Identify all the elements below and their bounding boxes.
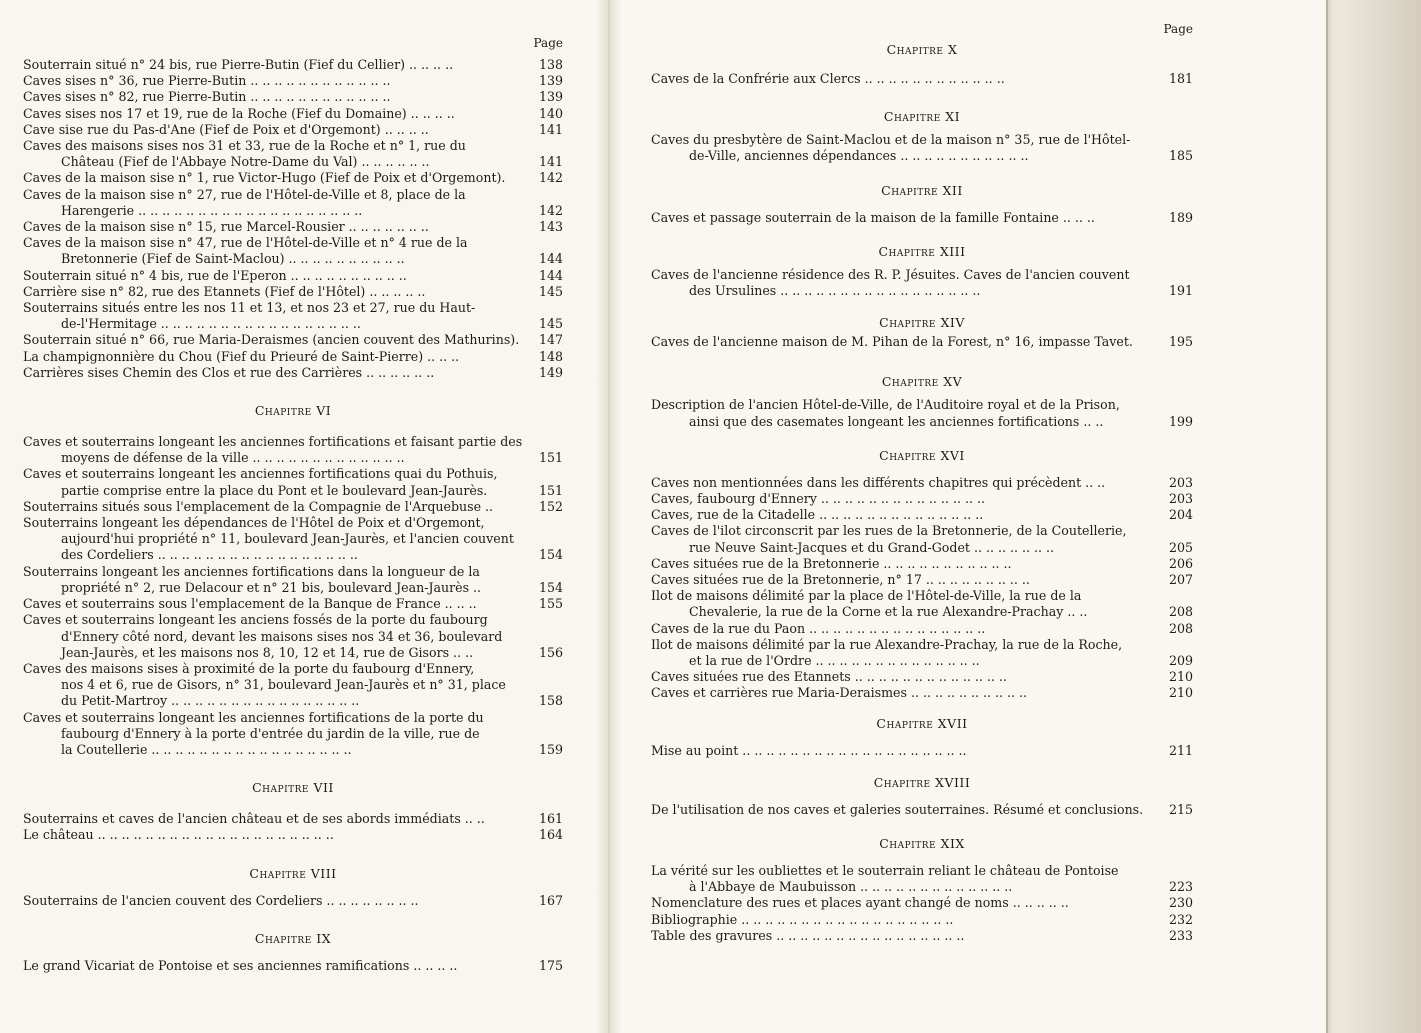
toc-entry-line: Caves situées rue des Etannets .. .. .. .. .. .. .. .. .. .. .. .. .. bbox=[651, 669, 1007, 685]
chapter-number: VI bbox=[316, 403, 332, 419]
chapter-heading bbox=[651, 42, 1193, 57]
toc-entry-line: Caves sises n° 82, rue Pierre-Butin .. .. .. .. .. .. .. .. .. .. .. .. bbox=[23, 89, 391, 105]
chapter-word: Chapitre bbox=[873, 774, 931, 790]
toc-page-number: 195 bbox=[1168, 334, 1193, 350]
chapter-heading bbox=[23, 780, 563, 795]
chapter-heading bbox=[651, 775, 1193, 790]
toc-entry-text bbox=[651, 397, 1153, 429]
toc-entry-line: Caves sises n° 36, rue Pierre-Butin .. .. .. .. .. .. .. .. .. .. .. .. bbox=[23, 73, 391, 89]
toc-entry-line: du Petit-Martroy .. .. .. .. .. .. .. .. .. .. .. .. .. .. .. .. bbox=[61, 693, 360, 709]
toc-block bbox=[23, 57, 563, 381]
toc-entry bbox=[651, 475, 1193, 491]
toc-page-number: 164 bbox=[538, 827, 563, 843]
toc-entry-text bbox=[651, 743, 1153, 759]
chapter-heading bbox=[651, 836, 1193, 851]
chapter-heading bbox=[23, 931, 563, 946]
chapter-word: Chapitre bbox=[879, 836, 937, 852]
toc-entry bbox=[651, 588, 1193, 620]
toc-entry bbox=[23, 57, 563, 73]
chapter-heading bbox=[651, 109, 1193, 124]
toc-entry-line: Souterrains longeant les dépendances de l'Hôtel de Poix et d'Orgemont, bbox=[23, 515, 485, 531]
toc-entry bbox=[23, 515, 563, 564]
toc-page-number: 144 bbox=[538, 267, 563, 283]
toc-page-number: 204 bbox=[1168, 507, 1193, 523]
toc-entry-text bbox=[23, 268, 523, 284]
toc-entry-text bbox=[651, 895, 1153, 911]
toc-entry bbox=[23, 268, 563, 284]
toc-entry-line: Table des gravures .. .. .. .. .. .. .. .. .. .. .. .. .. .. .. .. bbox=[651, 927, 965, 943]
toc-entry-line: Caves de la maison sise n° 15, rue Marcel-Rousier .. .. .. .. .. .. .. bbox=[23, 219, 429, 235]
toc-page-number: 185 bbox=[1168, 148, 1193, 164]
toc-page-number: 189 bbox=[1168, 209, 1193, 225]
toc-entry bbox=[23, 73, 563, 89]
toc-entry-text bbox=[23, 710, 523, 759]
page-column-label: Page bbox=[533, 36, 563, 50]
toc-entry-text bbox=[23, 515, 523, 564]
chapter-heading bbox=[651, 183, 1193, 198]
toc-entry bbox=[651, 334, 1193, 350]
toc-entry bbox=[651, 556, 1193, 572]
toc-entry-line: Harengerie .. .. .. .. .. .. .. .. .. .. .. .. .. .. .. .. .. .. .. bbox=[61, 202, 363, 218]
toc-entry-text bbox=[23, 138, 523, 170]
toc-page-number: 209 bbox=[1168, 653, 1193, 669]
toc-entry-line: d'Ennery côté nord, devant les maisons sises nos 34 et 36, boulevard bbox=[61, 628, 503, 644]
right-toc-column bbox=[651, 22, 1193, 944]
toc-entry-text bbox=[23, 187, 523, 219]
chapter-word: Chapitre bbox=[249, 865, 307, 881]
toc-entry-line: La champignonnière du Chou (Fief du Prieuré de Saint-Pierre) .. .. .. bbox=[23, 348, 460, 364]
toc-entry-line: Le grand Vicariat de Pontoise et ses anciennes ramifications .. .. .. .. bbox=[23, 957, 458, 973]
toc-page-number: 142 bbox=[538, 170, 563, 186]
toc-page-number: 205 bbox=[1168, 539, 1193, 555]
toc-page-number: 210 bbox=[1168, 685, 1193, 701]
toc-entry bbox=[651, 507, 1193, 523]
toc-page-number: 145 bbox=[538, 283, 563, 299]
toc-entry-text bbox=[23, 219, 523, 235]
toc-entry-text bbox=[23, 612, 523, 661]
toc-page-number: 199 bbox=[1168, 413, 1193, 429]
toc-entry-text bbox=[651, 132, 1153, 164]
toc-entry-text bbox=[651, 507, 1153, 523]
toc-entry-text bbox=[651, 802, 1153, 818]
toc-entry-text bbox=[651, 863, 1153, 895]
toc-entry-line: Caves de la maison sise n° 1, rue Victor-Hugo (Fief de Poix et d'Orgemont). bbox=[23, 170, 506, 186]
toc-page-number: 181 bbox=[1168, 71, 1193, 86]
toc-page-number: 151 bbox=[538, 450, 563, 466]
toc-entry-text bbox=[651, 637, 1153, 669]
toc-page-number: 144 bbox=[538, 251, 563, 267]
toc-entry-line: Caves et souterrains longeant les anciens fossés de la porte du faubourg bbox=[23, 612, 488, 628]
chapter-word: Chapitre bbox=[878, 243, 936, 259]
chapter-word: Chapitre bbox=[879, 447, 936, 463]
toc-entry bbox=[651, 210, 1193, 226]
toc-entry-line: Caves des maisons sises à proximité de la porte du faubourg d'Ennery, bbox=[23, 660, 475, 676]
toc-entry-text bbox=[23, 434, 523, 466]
toc-page-number: 203 bbox=[1168, 474, 1193, 490]
toc-page-number: 211 bbox=[1168, 742, 1193, 758]
toc-entry-line: Caves et souterrains longeant les anciennes fortifications quai du Pothuis, bbox=[23, 466, 498, 482]
chapter-number: XIX bbox=[940, 836, 965, 852]
toc-entry-line: Caves des maisons sises nos 31 et 33, rue de la Roche et n° 1, rue du bbox=[23, 138, 466, 154]
toc-entry-line: propriété n° 2, rue Delacour et n° 21 bis, boulevard Jean-Jaurès .. bbox=[61, 579, 482, 595]
toc-entry-line: Bibliographie .. .. .. .. .. .. .. .. .. .. .. .. .. .. .. .. .. .. bbox=[651, 911, 954, 927]
chapter-heading bbox=[651, 374, 1193, 389]
toc-entry-text bbox=[23, 564, 523, 596]
toc-page-number: 154 bbox=[538, 547, 563, 563]
toc-entry-line: Caves situées rue de la Bretonnerie .. .. .. .. .. .. .. .. .. .. .. bbox=[651, 555, 1012, 571]
chapter-number: XVII bbox=[937, 715, 968, 731]
chapter-heading bbox=[23, 866, 563, 881]
chapter-number: XI bbox=[945, 109, 961, 125]
toc-entry-text bbox=[23, 893, 523, 909]
toc-entry bbox=[23, 596, 563, 612]
toc-page-number: 158 bbox=[538, 693, 563, 709]
toc-entry-text bbox=[651, 491, 1153, 507]
chapter-word: Chapitre bbox=[254, 930, 312, 946]
toc-entry-line: Caves, rue de la Citadelle .. .. .. .. .. .. .. .. .. .. .. .. .. .. bbox=[651, 507, 984, 523]
toc-entry-line: Caves, faubourg d'Ennery .. .. .. .. .. .. .. .. .. .. .. .. .. .. bbox=[651, 491, 985, 507]
toc-page-number: 154 bbox=[538, 579, 563, 595]
toc-entry-text bbox=[651, 912, 1153, 928]
toc-entry-text bbox=[23, 365, 523, 381]
toc-entry-text bbox=[651, 475, 1153, 491]
toc-page-number: 215 bbox=[1168, 801, 1193, 817]
toc-entry bbox=[23, 466, 563, 498]
toc-entry-text bbox=[23, 661, 523, 710]
toc-page-number: 191 bbox=[1168, 283, 1193, 299]
toc-entry-line: Souterrains de l'ancien couvent des Cordeliers .. .. .. .. .. .. .. .. bbox=[23, 892, 419, 908]
toc-entry-line: De l'utilisation de nos caves et galeries souterraines. Résumé et conclusions. bbox=[651, 801, 1144, 817]
toc-entry-text bbox=[651, 267, 1153, 299]
toc-entry-line: Caves sises nos 17 et 19, rue de la Roche (Fief du Domaine) .. .. .. .. bbox=[23, 105, 455, 121]
toc-entry-line: moyens de défense de la ville .. .. .. .. .. .. .. .. .. .. .. .. .. bbox=[61, 450, 405, 466]
toc-entry-line: Souterrains et caves de l'ancien château et de ses abords immédiats .. .. bbox=[23, 811, 485, 827]
toc-entry-text bbox=[23, 106, 523, 122]
toc-entry-line: Château (Fief de l'Abbaye Notre-Dame du Val) .. .. .. .. .. .. bbox=[61, 154, 430, 170]
toc-entry bbox=[651, 523, 1193, 555]
toc-entry-text bbox=[23, 73, 523, 89]
toc-page-number: 148 bbox=[538, 348, 563, 364]
toc-entry-line: Caves et carrières rue Maria-Deraismes .. .. .. .. .. .. .. .. .. .. bbox=[651, 685, 1028, 701]
toc-entry bbox=[23, 284, 563, 300]
toc-entry bbox=[23, 661, 563, 710]
toc-entry bbox=[23, 89, 563, 105]
toc-entry bbox=[23, 499, 563, 515]
toc-entry bbox=[651, 132, 1193, 164]
toc-entry-text bbox=[23, 958, 523, 974]
toc-entry-line: Bretonnerie (Fief de Saint-Maclou) .. .. .. .. .. .. .. .. .. .. bbox=[61, 251, 405, 267]
toc-entry bbox=[651, 928, 1193, 944]
chapter-heading bbox=[651, 448, 1193, 463]
toc-entry-line: Chevalerie, la rue de la Corne et la rue Alexandre-Prachay .. .. bbox=[689, 604, 1088, 620]
chapter-word: Chapitre bbox=[886, 42, 944, 57]
toc-entry-line: ainsi que des casemates longeant les anciennes fortifications .. .. bbox=[689, 413, 1104, 429]
toc-page-number: 155 bbox=[538, 596, 563, 612]
toc-page-number: 151 bbox=[538, 482, 563, 498]
chapter-number: XVIII bbox=[935, 774, 971, 790]
toc-entry-line: Nomenclature des rues et places ayant changé de noms .. .. .. .. .. bbox=[651, 895, 1069, 911]
toc-page-number: 156 bbox=[538, 644, 563, 660]
toc-entry-text bbox=[651, 523, 1153, 555]
toc-entry-line: la Coutellerie .. .. .. .. .. .. .. .. .. .. .. .. .. .. .. .. .. bbox=[61, 741, 352, 757]
toc-entry bbox=[23, 332, 563, 348]
toc-page-number: 139 bbox=[538, 73, 563, 89]
toc-entry-line: Caves et passage souterrain de la maison de la famille Fontaine .. .. .. bbox=[651, 209, 1095, 225]
toc-entry-line: Caves de l'ancienne maison de M. Pihan de la Forest, n° 16, impasse Tavet. bbox=[651, 334, 1133, 350]
toc-entry bbox=[651, 267, 1193, 299]
toc-page-number: 141 bbox=[538, 154, 563, 170]
toc-entry-text bbox=[651, 334, 1153, 350]
chapter-number: IX bbox=[316, 930, 332, 946]
toc-entry-text bbox=[651, 588, 1153, 620]
toc-entry-line: Caves de la maison sise n° 47, rue de l'Hôtel-de-Ville et n° 4 rue de la bbox=[23, 235, 468, 251]
book-gutter bbox=[596, 0, 622, 1033]
toc-entry-line: Caves situées rue de la Bretonnerie, n° 17 .. .. .. .. .. .. .. .. .. bbox=[651, 572, 1030, 588]
toc-entry bbox=[651, 491, 1193, 507]
chapter-word: Chapitre bbox=[252, 780, 309, 796]
toc-entry-line: La vérité sur les oubliettes et le souterrain reliant le château de Pontoise bbox=[651, 863, 1119, 879]
toc-entry-text bbox=[23, 89, 523, 105]
toc-page-number: 145 bbox=[538, 316, 563, 332]
toc-entry-text bbox=[23, 499, 523, 515]
toc-entry-text bbox=[651, 556, 1153, 572]
toc-page-number: 140 bbox=[538, 105, 563, 121]
toc-entry bbox=[23, 564, 563, 596]
toc-entry-line: Caves et souterrains longeant les anciennes fortifications de la porte du bbox=[23, 709, 484, 725]
toc-entry-text bbox=[651, 669, 1153, 685]
toc-page-number: 142 bbox=[538, 202, 563, 218]
chapter-number: XII bbox=[942, 182, 963, 198]
toc-entry-text bbox=[23, 349, 523, 365]
toc-entry bbox=[651, 895, 1193, 911]
toc-page-number: 223 bbox=[1168, 879, 1193, 895]
toc-entry-text bbox=[23, 170, 523, 186]
toc-entry bbox=[651, 802, 1193, 818]
toc-page-number: 175 bbox=[538, 957, 563, 973]
chapter-heading bbox=[651, 315, 1193, 330]
toc-entry-text bbox=[23, 57, 523, 73]
toc-entry-line: faubourg d'Ennery à la porte d'entrée du jardin de la ville, rue de bbox=[61, 725, 480, 741]
toc-page-number: 208 bbox=[1168, 620, 1193, 636]
toc-entry bbox=[651, 912, 1193, 928]
toc-entry-line: de-Ville, anciennes dépendances .. .. .. .. .. .. .. .. .. .. .. bbox=[689, 148, 1029, 164]
toc-page-number: 152 bbox=[538, 498, 563, 514]
toc-entry bbox=[651, 572, 1193, 588]
toc-entry-text bbox=[23, 235, 523, 267]
toc-page-number: 159 bbox=[538, 741, 563, 757]
toc-entry-text bbox=[23, 122, 523, 138]
toc-entry-text bbox=[651, 621, 1153, 637]
toc-entry bbox=[23, 219, 563, 235]
chapter-word: Chapitre bbox=[879, 315, 936, 331]
toc-entry-line: Cave sise rue du Pas-d'Ane (Fief de Poix et d'Orgemont) .. .. .. .. bbox=[23, 121, 429, 137]
chapter-heading bbox=[651, 716, 1193, 731]
toc-entry-line: partie comprise entre la place du Pont et le boulevard Jean-Jaurès. bbox=[61, 482, 488, 498]
toc-entry-text bbox=[23, 300, 523, 332]
toc-entry-text bbox=[651, 928, 1153, 944]
chapter-number: VIII bbox=[310, 865, 337, 881]
toc-entry-line: rue Neuve Saint-Jacques et du Grand-Godet .. .. .. .. .. .. .. bbox=[689, 539, 1055, 555]
toc-entry-line: Caves et souterrains longeant les anciennes fortifications et faisant partie des bbox=[23, 434, 523, 450]
toc-entry bbox=[651, 637, 1193, 669]
toc-page-number: 208 bbox=[1168, 604, 1193, 620]
chapter-number: XIV bbox=[940, 315, 965, 331]
toc-entry-line: de-l'Hermitage .. .. .. .. .. .. .. .. .. .. .. .. .. .. .. .. .. bbox=[61, 316, 361, 332]
toc-page-number: 207 bbox=[1168, 572, 1193, 588]
toc-entry bbox=[23, 122, 563, 138]
toc-entry-line: et la rue de l'Ordre .. .. .. .. .. .. .. .. .. .. .. .. .. .. bbox=[689, 653, 980, 669]
toc-entry bbox=[651, 669, 1193, 685]
toc-entry-text bbox=[651, 71, 1153, 87]
toc-entry bbox=[651, 397, 1193, 429]
toc-entry-line: Jean-Jaurès, et les maisons nos 8, 10, 12 et 14, rue de Gisors .. .. bbox=[61, 644, 474, 660]
toc-entry-text bbox=[23, 466, 523, 498]
toc-entry-text bbox=[651, 685, 1153, 701]
toc-page-number: 161 bbox=[538, 811, 563, 827]
toc-entry-line: Caves de la maison sise n° 27, rue de l'Hôtel-de-Ville et 8, place de la bbox=[23, 186, 466, 202]
toc-entry-line: Carrière sise n° 82, rue des Etannets (Fief de l'Hôtel) .. .. .. .. .. bbox=[23, 283, 426, 299]
toc-page-number: 138 bbox=[538, 57, 563, 72]
toc-entry bbox=[23, 349, 563, 365]
toc-page-number: 203 bbox=[1168, 491, 1193, 507]
toc-entry-text bbox=[23, 827, 523, 843]
toc-page-number: 230 bbox=[1168, 895, 1193, 911]
toc-entry bbox=[23, 170, 563, 186]
chapter-word: Chapitre bbox=[881, 374, 939, 390]
chapter-word: Chapitre bbox=[883, 109, 941, 125]
toc-entry-line: Souterrains situés entre les nos 11 et 13, et nos 23 et 27, rue du Haut- bbox=[23, 300, 476, 316]
toc-entry bbox=[651, 685, 1193, 701]
toc-entry bbox=[23, 612, 563, 661]
toc-entry-text bbox=[23, 332, 523, 348]
toc-entry-line: Description de l'ancien Hôtel-de-Ville, de l'Auditoire royal et de la Prison, bbox=[651, 397, 1120, 413]
toc-page-number: 206 bbox=[1168, 555, 1193, 571]
toc-entry-line: des Ursulines .. .. .. .. .. .. .. .. .. .. .. .. .. .. .. .. .. bbox=[689, 283, 981, 299]
toc-page-number: 210 bbox=[1168, 669, 1193, 685]
toc-page-number: 149 bbox=[538, 364, 563, 380]
toc-page-number: 232 bbox=[1168, 911, 1193, 927]
toc-entry bbox=[23, 235, 563, 267]
toc-entry bbox=[651, 621, 1193, 637]
toc-entry bbox=[23, 138, 563, 170]
chapter-word: Chapitre bbox=[254, 403, 312, 419]
left-toc-column bbox=[23, 36, 563, 974]
toc-entry bbox=[23, 893, 563, 909]
toc-entry-line: Souterrain situé n° 4 bis, rue de l'Eperon .. .. .. .. .. .. .. .. .. .. bbox=[23, 267, 407, 283]
toc-page-number: 167 bbox=[538, 892, 563, 908]
toc-entry-line: Caves de la rue du Paon .. .. .. .. .. .. .. .. .. .. .. .. .. .. .. bbox=[651, 620, 986, 636]
toc-entry bbox=[23, 187, 563, 219]
toc-entry-line: Carrières sises Chemin des Clos et rue des Carrières .. .. .. .. .. .. bbox=[23, 364, 435, 380]
toc-entry-line: Souterrain situé n° 66, rue Maria-Deraismes (ancien couvent des Mathurins). bbox=[23, 332, 520, 348]
toc-entry-line: Le château .. .. .. .. .. .. .. .. .. .. .. .. .. .. .. .. .. .. .. .. bbox=[23, 827, 334, 843]
chapter-number: X bbox=[947, 42, 958, 57]
toc-entry-line: Souterrain situé n° 24 bis, rue Pierre-Butin (Fief du Cellier) .. .. .. .. bbox=[23, 57, 454, 72]
toc-entry bbox=[651, 863, 1193, 895]
toc-entry bbox=[23, 958, 563, 974]
toc-entry bbox=[23, 434, 563, 466]
toc-entry-line: nos 4 et 6, rue de Gisors, n° 31, boulevard Jean-Jaurès et n° 31, place bbox=[61, 677, 506, 693]
toc-entry-line: aujourd'hui propriété n° 11, boulevard Jean-Jaurès, et l'ancien couvent bbox=[61, 531, 514, 547]
chapter-word: Chapitre bbox=[881, 182, 939, 198]
toc-entry-line: Caves de l'ilot circonscrit par les rues de la Bretonnerie, de la Coutellerie, bbox=[651, 523, 1127, 539]
toc-entry-line: Mise au point .. .. .. .. .. .. .. .. .. .. .. .. .. .. .. .. .. .. .. bbox=[651, 742, 967, 758]
toc-entry-text bbox=[23, 596, 523, 612]
page-column-label: Page bbox=[1163, 22, 1193, 36]
chapter-heading bbox=[23, 403, 563, 418]
toc-entry bbox=[23, 106, 563, 122]
toc-entry-line: à l'Abbaye de Maubuisson .. .. .. .. .. .. .. .. .. .. .. .. .. bbox=[689, 879, 1013, 895]
toc-entry bbox=[23, 827, 563, 843]
toc-page-number: 141 bbox=[538, 121, 563, 137]
toc-entry-line: Caves de la Confrérie aux Clercs .. .. .. .. .. .. .. .. .. .. .. .. bbox=[651, 71, 1005, 86]
toc-entry-line: des Cordeliers .. .. .. .. .. .. .. .. .. .. .. .. .. .. .. .. .. bbox=[61, 547, 358, 563]
toc-entry bbox=[23, 365, 563, 381]
toc-entry bbox=[23, 811, 563, 827]
toc-entry-text bbox=[651, 210, 1153, 226]
chapter-number: XV bbox=[943, 374, 963, 390]
toc-entry bbox=[651, 71, 1193, 87]
toc-entry-line: Caves non mentionnées dans les différents chapitres qui précèdent .. .. bbox=[651, 474, 1106, 490]
toc-entry-line: Ilot de maisons délimité par la rue Alexandre-Prachay, la rue de la Roche, bbox=[651, 636, 1123, 652]
toc-entry-line: Caves et souterrains sous l'emplacement de la Banque de France .. .. .. bbox=[23, 596, 477, 612]
toc-entry bbox=[651, 743, 1193, 759]
page-edge-strip bbox=[1328, 0, 1421, 1033]
toc-page-number: 143 bbox=[538, 219, 563, 235]
toc-entry-text bbox=[23, 811, 523, 827]
toc-page-number: 147 bbox=[538, 332, 563, 348]
toc-entry-text bbox=[23, 284, 523, 300]
toc-entry bbox=[23, 300, 563, 332]
toc-entry-line: Ilot de maisons délimité par la place de l'Hôtel-de-Ville, la rue de la bbox=[651, 588, 1082, 604]
chapter-word: Chapitre bbox=[876, 715, 934, 731]
toc-entry bbox=[23, 710, 563, 759]
chapter-heading bbox=[651, 244, 1193, 259]
toc-entry-line: Caves du presbytère de Saint-Maclou et de la maison n° 35, rue de l'Hôtel- bbox=[651, 132, 1131, 148]
toc-page-number: 233 bbox=[1168, 927, 1193, 943]
chapter-number: XVI bbox=[940, 447, 965, 463]
toc-entry-line: Souterrains longeant les anciennes fortifications dans la longueur de la bbox=[23, 563, 480, 579]
chapter-number: XIII bbox=[939, 243, 966, 259]
chapter-number: VII bbox=[313, 780, 334, 796]
toc-entry-line: Caves de l'ancienne résidence des R. P. Jésuites. Caves de l'ancien couvent bbox=[651, 266, 1130, 282]
toc-entry-line: Souterrains situés sous l'emplacement de la Compagnie de l'Arquebuse .. bbox=[23, 498, 494, 514]
toc-page-number: 139 bbox=[538, 89, 563, 105]
toc-entry-text bbox=[651, 572, 1153, 588]
